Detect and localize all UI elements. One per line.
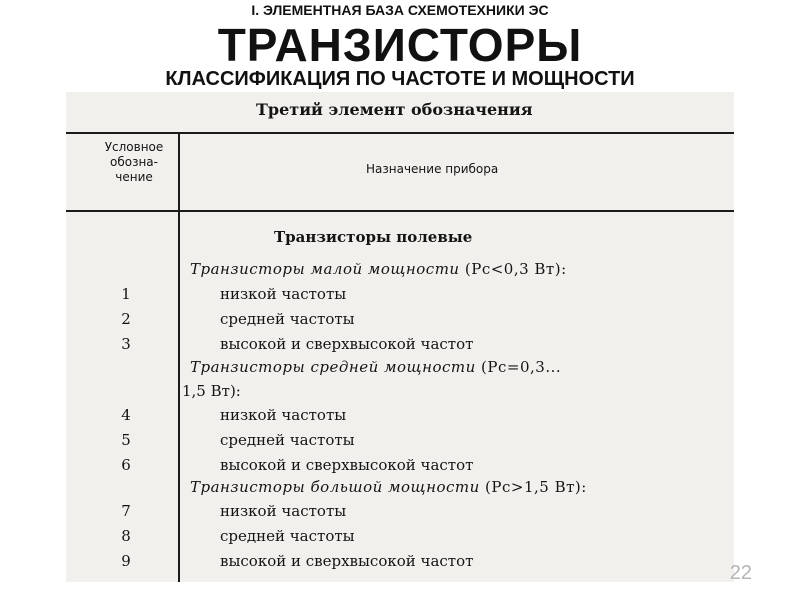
column-header-code-line: чение <box>115 170 153 184</box>
code-cell: 8 <box>121 527 131 545</box>
slide-subtitle: КЛАССИФИКАЦИЯ ПО ЧАСТОТЕ И МОЩНОСТИ <box>165 68 635 90</box>
table-rule-header <box>66 210 734 212</box>
code-cell: 6 <box>121 456 131 474</box>
code-cell: 1 <box>121 285 131 303</box>
column-header-purpose: Назначение прибора <box>366 162 499 176</box>
section-heading: I. ЭЛЕМЕНТНАЯ БАЗА СХЕМОТЕХНИКИ ЭС <box>251 2 549 18</box>
column-header-code-line: Условное <box>104 140 164 154</box>
category-param: (Pc<0,3 Вт): <box>464 260 567 278</box>
category-row <box>190 358 561 382</box>
scanned-table <box>66 92 734 582</box>
item-row: средней частоты <box>220 310 355 328</box>
category-label: Транзисторы большой мощности <box>190 478 480 496</box>
code-cell: 7 <box>121 502 131 520</box>
code-cell: 2 <box>121 310 131 328</box>
code-cell: 5 <box>121 431 131 449</box>
group-title: Транзисторы полевые <box>274 228 473 246</box>
category-param: (Pc>1,5 Вт): <box>485 478 587 496</box>
column-header-code <box>84 140 184 185</box>
item-row: низкой частоты <box>220 406 347 424</box>
item-row: высокой и сверхвысокой частот <box>220 456 474 474</box>
category-param-continued: 1,5 Вт): <box>182 382 241 400</box>
column-header-code-line: обозна- <box>110 155 158 169</box>
category-label: Транзисторы малой мощности <box>190 260 460 278</box>
item-row: средней частоты <box>220 527 355 545</box>
item-row: низкой частоты <box>220 285 347 303</box>
table-title: Третий элемент обозначения <box>256 100 533 119</box>
category-param: (Pc=0,3... <box>481 358 562 376</box>
slide-title: ТРАНЗИСТОРЫ <box>217 19 583 71</box>
table-column-divider <box>178 134 180 582</box>
code-cell: 9 <box>121 552 131 570</box>
item-row: низкой частоты <box>220 502 347 520</box>
category-label: Транзисторы средней мощности <box>190 358 476 376</box>
code-cell: 4 <box>121 406 131 424</box>
item-row: средней частоты <box>220 431 355 449</box>
item-row: высокой и сверхвысокой частот <box>220 552 474 570</box>
category-row <box>190 478 587 502</box>
category-row <box>190 260 567 284</box>
page-number: 22 <box>729 562 752 584</box>
code-cell: 3 <box>121 335 131 353</box>
table-rule-top <box>66 132 734 134</box>
item-row: высокой и сверхвысокой частот <box>220 335 474 353</box>
